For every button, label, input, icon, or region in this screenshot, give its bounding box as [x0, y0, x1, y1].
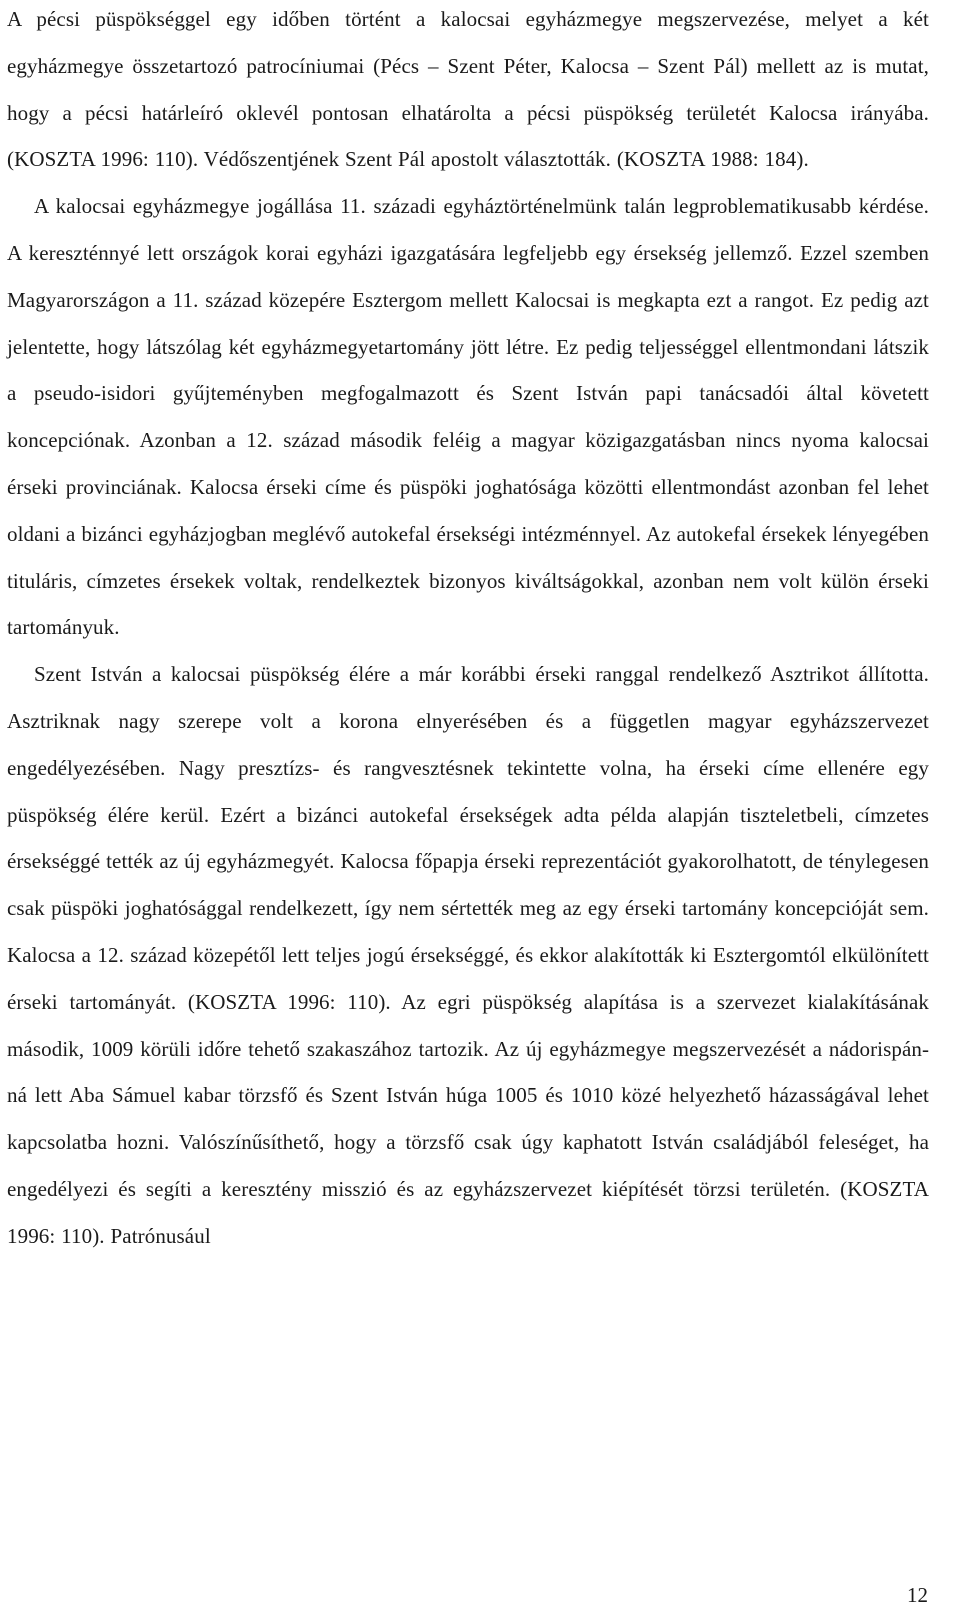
paragraph-1: A pécsi püspökséggel egy időben történt a kalocsai egyházmegye megszervezése, melyet a két egyházmegye összetartozó patrocíniumai (Pécs – Szent Péter, Kalocsa – Szent Pál) mellett az is mutat, hogy a pécsi határleíró oklevél pontosan elhatárolta a pécsi püspökség területét Kalocsa irányába. (KOSZTA 1996: 110). Védőszentjének Szent Pál apostolt választották. (KOSZTA 1988: 184).: [7, 7, 929, 172]
page-number: 12: [907, 1583, 928, 1607]
body-text: [7, 0, 929, 1260]
paragraph-2: A kalocsai egyházmegye jogállása 11. századi egyháztörténelmünk talán legproblematikusabb kérdése. A kereszténnyé lett országok korai egyházi igazgatására legfeljebb egy érsekség jellemző. Ezzel szemben Magyarországon a 11. század közepére Esztergom mellett Kalocsai is megkapta ezt a rangot. Ez pedig azt jelentette, hogy látszólag két egyházmegyetartomány jött létre. Ez pedig teljességgel ellentmondani látszik a pseudo-isidori gyűjteményben megfogalmazott és Szent István papi tanácsadói által követett koncepciónak. Azonban a 12. század második feléig a magyar közigazgatásban nincs nyoma kalocsai érseki provinciának. Kalocsa érseki címe és püspöki joghatósága közötti ellentmondást azonban fel lehet oldani a bizánci egyházjogban meglévő autokefal érsekségi intézménnyel. Az autokefal érsekek lényegében tituláris, címzetes érsekek voltak, rendelkeztek bizonyos kiváltságokkal, azonban nem volt külön érseki tartományuk.: [7, 194, 929, 640]
paragraph-3: Szent István a kalocsai püspökség élére a már korábbi érseki ranggal rendelkező Asztrikot állította. Asztriknak nagy szerepe volt a korona elnyerésében és a független magyar egyházszervezet engedélyezésében. Nagy presztízs- és rangvesztésnek tekintette volna, ha érseki címe ellenére egy püspökség élére kerül. Ezért a bizánci autokefal érsekségek adta példa alapján tiszteletbeli, címzetes érsekséggé tették az új egyházmegyét. Kalocsa főpapja érseki reprezentációt gyakorolhatott, de ténylegesen csak püspöki joghatósággal rendelkezett, így nem sértették meg az egy érseki tartomány koncepcióját sem. Kalocsa a 12. század közepétől lett teljes jogú érsekséggé, és ekkor alakították ki Esztergomtól elkülönített érseki tartományát. (KOSZTA 1996: 110). Az egri püspökség alapítása is a szervezet kialakításának második, 1009 körüli időre tehető szakaszához tartozik. Az új egyházmegye megszervezését a nádorispánná lett Aba Sámuel kabar törzsfő és Szent István húga 1005 és 1010 közé helyezhető házasságával lehet kapcsolatba hozni. Valószínűsíthető, hogy a törzsfő csak úgy kaphatott István családjából feleséget, ha engedélyezi és segíti a keresztény misszió és az egyházszervezet kiépítését törzsi területén. (KOSZTA 1996: 110). Patrónusául: [7, 662, 929, 1248]
